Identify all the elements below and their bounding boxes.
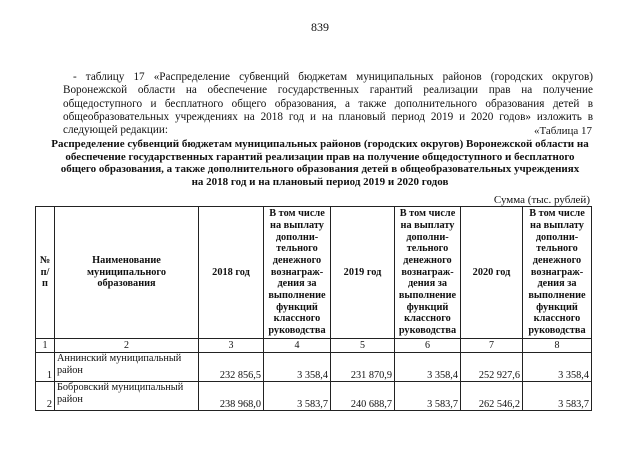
value-incl-2019: 3 583,7 — [395, 382, 461, 411]
intro-paragraph: - таблицу 17 «Распределение субвенций бюджетам муниципальных районов (городских округов) Воронежской области на обеспечение государственных гарантий реализации прав на получение общедоступного и бесплатного общего образования, а также дополнительного образования детей в общеобразовательных учреждениях на 2018 год и на плановый период 2019 и 2020 годов» изложить в следующей редакции: — [63, 71, 593, 137]
header-row — [36, 207, 592, 339]
table-row — [36, 382, 592, 411]
header-incl-2020: В том числе на выплату дополни- тельного денежного вознаграж- дения за выполнение функций классного руководства — [523, 207, 592, 339]
column-index: 1 — [36, 339, 55, 353]
value-2018: 238 968,0 — [199, 382, 264, 411]
value-2019: 240 688,7 — [331, 382, 395, 411]
value-incl-2018: 3 583,7 — [264, 382, 331, 411]
value-incl-2019: 3 358,4 — [395, 353, 461, 382]
units-label: Сумма (тыс. рублей) — [493, 194, 590, 206]
header-incl-2018: В том числе на выплату дополни- тельного денежного вознаграж- дения за выполнение функций классного руководства — [264, 207, 331, 339]
column-index: 3 — [199, 339, 264, 353]
header-2020: 2020 год — [461, 207, 523, 339]
subsidy-table — [35, 206, 592, 411]
table-title-line: на 2018 год и на плановый период 2019 и 2020 годов — [191, 175, 449, 188]
table-title-line: Распределение субвенций бюджетам муниципальных районов (городских округов) Воронежской области на — [51, 138, 589, 150]
table-title-line: общего образования, а также дополнительного образования детей в общеобразовательных учреждениях — [60, 163, 580, 176]
value-incl-2018: 3 358,4 — [264, 353, 331, 382]
value-2018: 232 856,5 — [199, 353, 264, 382]
column-index: 2 — [55, 339, 199, 353]
value-2020: 252 927,6 — [461, 353, 523, 382]
row-number: 2 — [36, 382, 55, 411]
value-incl-2020: 3 358,4 — [523, 353, 592, 382]
page-number: 839 — [311, 20, 329, 34]
table-row — [36, 353, 592, 382]
column-index: 8 — [523, 339, 592, 353]
header-name: Наименование муниципального образования — [55, 207, 199, 339]
column-index: 6 — [395, 339, 461, 353]
row-number: 1 — [36, 353, 55, 382]
column-index: 7 — [461, 339, 523, 353]
table-reference: «Таблица 17 — [533, 125, 592, 137]
column-index: 5 — [331, 339, 395, 353]
header-2019: 2019 год — [331, 207, 395, 339]
column-index-row — [36, 339, 592, 353]
table-title — [40, 138, 600, 188]
column-index: 4 — [264, 339, 331, 353]
value-incl-2020: 3 583,7 — [523, 382, 592, 411]
value-2019: 231 870,9 — [331, 353, 395, 382]
value-2020: 262 546,2 — [461, 382, 523, 411]
table-title-line: обеспечение государственных гарантий реализации прав на получение общедоступного и бесплатного — [65, 150, 575, 163]
municipality-name: Бобровский муниципальный район — [55, 382, 199, 411]
header-num: № п/п — [36, 207, 55, 339]
municipality-name: Аннинский муниципальный район — [55, 353, 199, 382]
header-incl-2019: В том числе на выплату дополни- тельного денежного вознаграж- дения за выполнение функций классного руководства — [395, 207, 461, 339]
header-2018: 2018 год — [199, 207, 264, 339]
